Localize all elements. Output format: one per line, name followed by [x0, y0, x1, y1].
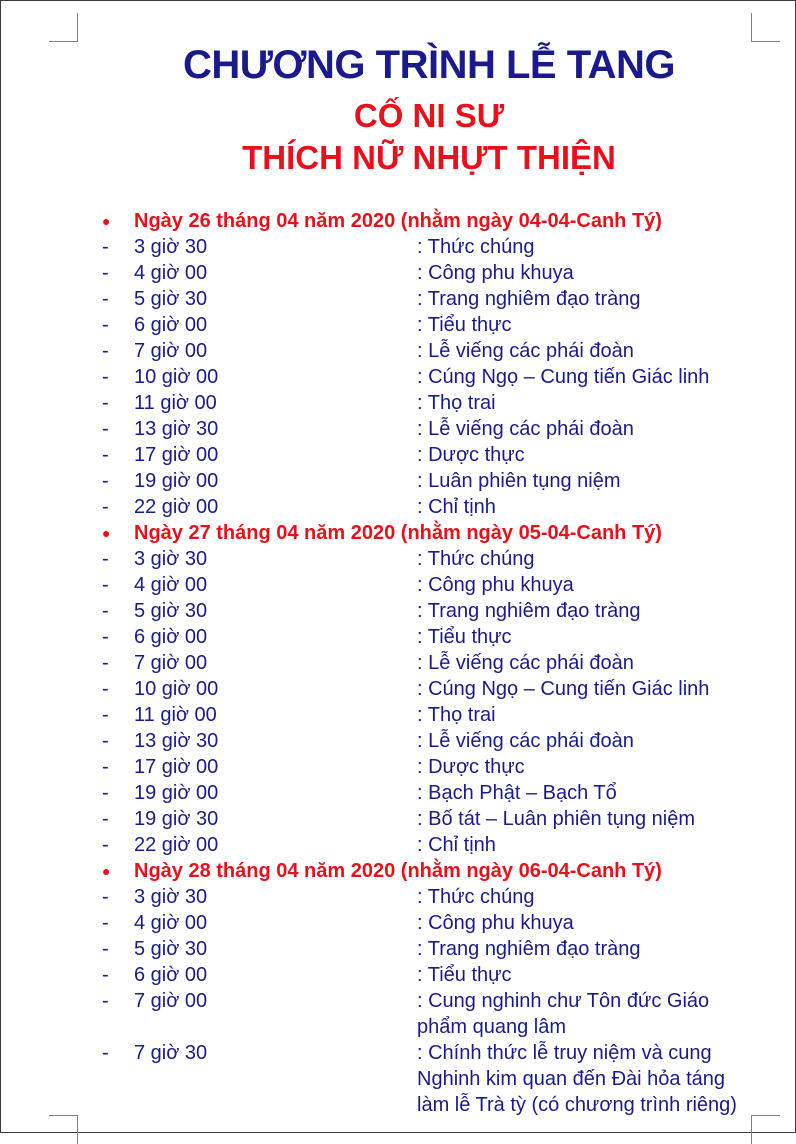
- schedule-time: 10 giờ 00: [134, 366, 219, 388]
- dash-marker: -: [102, 236, 109, 258]
- schedule-description: : Cung nghinh chư Tôn đức Giáo phẩm quang lâm: [417, 990, 710, 1038]
- dash-marker: -: [102, 626, 109, 648]
- dash-marker: -: [102, 444, 109, 466]
- dash-marker: -: [102, 912, 109, 934]
- dash-marker: -: [102, 756, 109, 778]
- schedule-time: 7 giờ 00: [134, 652, 208, 674]
- schedule-item: [1, 234, 796, 260]
- schedule-description: : Tiểu thực: [417, 314, 512, 336]
- dash-marker: -: [102, 886, 109, 908]
- schedule-item: [1, 650, 796, 676]
- dash-marker: -: [102, 678, 109, 700]
- schedule-time: 7 giờ 30: [134, 1042, 208, 1064]
- schedule-item: [1, 936, 796, 962]
- schedule-time: 7 giờ 00: [134, 340, 208, 362]
- schedule-time: 19 giờ 00: [134, 470, 219, 492]
- schedule-item: [1, 598, 796, 624]
- schedule-description: : Lễ viếng các phái đoàn: [417, 418, 634, 440]
- schedule-item: [1, 1040, 796, 1118]
- schedule-description: : Tiểu thực: [417, 626, 512, 648]
- subtitle-name: THÍCH NỮ NHỰT THIỆN: [242, 139, 616, 176]
- schedule-time: 13 giờ 30: [134, 418, 219, 440]
- schedule-description: : Dược thực: [417, 756, 525, 778]
- schedule-description: : Chỉ tịnh: [417, 496, 496, 518]
- schedule-item: [1, 832, 796, 858]
- dash-marker: -: [102, 834, 109, 856]
- schedule-item: [1, 780, 796, 806]
- schedule-item: [1, 910, 796, 936]
- schedule-time: 7 giờ 00: [134, 990, 208, 1012]
- dash-marker: -: [102, 340, 109, 362]
- schedule-time: 17 giờ 00: [134, 756, 219, 778]
- schedule-description: : Trang nghiêm đạo tràng: [417, 288, 641, 310]
- schedule-description: : Luân phiên tụng niệm: [417, 470, 621, 492]
- schedule-description: : Công phu khuya: [417, 574, 574, 596]
- dash-marker: -: [102, 574, 109, 596]
- dash-marker: -: [102, 262, 109, 284]
- day-heading-row: [1, 520, 796, 546]
- schedule-description: : Lễ viếng các phái đoàn: [417, 730, 634, 752]
- schedule-item: [1, 728, 796, 754]
- schedule-item: [1, 364, 796, 390]
- dash-marker: -: [102, 366, 109, 388]
- schedule-description: : Thọ trai: [417, 392, 496, 414]
- dash-marker: -: [102, 1042, 109, 1064]
- schedule-item: [1, 416, 796, 442]
- schedule-time: 22 giờ 00: [134, 496, 219, 518]
- schedule-time: 19 giờ 00: [134, 782, 219, 804]
- schedule-description: : Dược thực: [417, 444, 525, 466]
- day-heading: Ngày 26 tháng 04 năm 2020 (nhằm ngày 04-04-Canh Tý): [134, 210, 662, 232]
- schedule-time: 11 giờ 00: [134, 704, 217, 726]
- dash-marker: -: [102, 314, 109, 336]
- dash-marker: -: [102, 964, 109, 986]
- schedule-item: [1, 702, 796, 728]
- document-title: CHƯƠNG TRÌNH LỄ TANG: [182, 43, 676, 87]
- schedule-item: [1, 494, 796, 520]
- schedule-time: 4 giờ 00: [134, 262, 208, 284]
- schedule-item: [1, 676, 796, 702]
- dash-marker: -: [102, 730, 109, 752]
- schedule-item: [1, 442, 796, 468]
- subtitle-honorific: CỐ NI SƯ: [353, 97, 505, 134]
- schedule-description: : Bố tát – Luân phiên tụng niệm: [417, 808, 695, 830]
- dash-marker: -: [102, 288, 109, 310]
- schedule-time: 6 giờ 00: [134, 626, 208, 648]
- schedule-list: [1, 208, 796, 1118]
- dash-marker: -: [102, 782, 109, 804]
- schedule-item: [1, 884, 796, 910]
- dash-marker: -: [102, 548, 109, 570]
- day-heading-row: [1, 858, 796, 884]
- bullet-icon: ●: [102, 863, 111, 879]
- schedule-item: [1, 312, 796, 338]
- dash-marker: -: [102, 600, 109, 622]
- crop-mark-top-left: [49, 13, 78, 42]
- dash-marker: -: [102, 392, 109, 414]
- dash-marker: -: [102, 652, 109, 674]
- schedule-description: : Lễ viếng các phái đoàn: [417, 340, 634, 362]
- schedule-item: [1, 624, 796, 650]
- bullet-icon: ●: [102, 525, 111, 541]
- dash-marker: -: [102, 704, 109, 726]
- schedule-description: : Cúng Ngọ – Cung tiến Giác linh: [417, 678, 710, 700]
- schedule-item: [1, 572, 796, 598]
- schedule-item: [1, 390, 796, 416]
- schedule-description: : Tiểu thực: [417, 964, 512, 986]
- day-heading: Ngày 28 tháng 04 năm 2020 (nhằm ngày 06-04-Canh Tý): [134, 860, 662, 882]
- schedule-time: 22 giờ 00: [134, 834, 219, 856]
- schedule-description: : Cúng Ngọ – Cung tiến Giác linh: [417, 366, 710, 388]
- schedule-description: : Bạch Phật – Bạch Tổ: [417, 782, 617, 804]
- schedule-time: 3 giờ 30: [134, 886, 208, 908]
- schedule-time: 3 giờ 30: [134, 236, 208, 258]
- schedule-item: [1, 988, 796, 1040]
- schedule-description: : Trang nghiêm đạo tràng: [417, 938, 641, 960]
- crop-mark-top-right: [751, 13, 780, 42]
- schedule-item: [1, 962, 796, 988]
- schedule-item: [1, 806, 796, 832]
- schedule-time: 10 giờ 00: [134, 678, 219, 700]
- schedule-item: [1, 260, 796, 286]
- dash-marker: -: [102, 990, 109, 1012]
- crop-mark-bottom-left: [49, 1115, 78, 1144]
- schedule-time: 19 giờ 30: [134, 808, 219, 830]
- crop-mark-bottom-right: [751, 1115, 780, 1144]
- schedule-item: [1, 468, 796, 494]
- schedule-time: 17 giờ 00: [134, 444, 219, 466]
- schedule-description: : Thức chúng: [417, 886, 535, 908]
- schedule-description: : Thức chúng: [417, 548, 535, 570]
- schedule-description: : Thức chúng: [417, 236, 535, 258]
- dash-marker: -: [102, 470, 109, 492]
- schedule-description: : Thọ trai: [417, 704, 496, 726]
- day-heading-row: [1, 208, 796, 234]
- schedule-item: [1, 286, 796, 312]
- bullet-icon: ●: [102, 213, 111, 229]
- schedule-time: 13 giờ 30: [134, 730, 219, 752]
- schedule-description: : Công phu khuya: [417, 262, 574, 284]
- schedule-item: [1, 754, 796, 780]
- dash-marker: -: [102, 418, 109, 440]
- schedule-time: 6 giờ 00: [134, 964, 208, 986]
- schedule-description: : Chính thức lễ truy niệm và cung Nghinh kim quan đến Đài hỏa táng làm lễ Trà tỳ (có chương trình riêng): [417, 1042, 737, 1116]
- schedule-item: [1, 338, 796, 364]
- day-heading: Ngày 27 tháng 04 năm 2020 (nhằm ngày 05-04-Canh Tý): [134, 522, 662, 544]
- schedule-time: 6 giờ 00: [134, 314, 208, 336]
- dash-marker: -: [102, 808, 109, 830]
- schedule-time: 4 giờ 00: [134, 574, 208, 596]
- schedule-time: 5 giờ 30: [134, 938, 208, 960]
- schedule-description: : Công phu khuya: [417, 912, 574, 934]
- dash-marker: -: [102, 938, 109, 960]
- schedule-description: : Lễ viếng các phái đoàn: [417, 652, 634, 674]
- schedule-item: [1, 546, 796, 572]
- schedule-time: 5 giờ 30: [134, 288, 208, 310]
- schedule-time: 4 giờ 00: [134, 912, 208, 934]
- schedule-description: : Chỉ tịnh: [417, 834, 496, 856]
- schedule-time: 3 giờ 30: [134, 548, 208, 570]
- schedule-description: : Trang nghiêm đạo tràng: [417, 600, 641, 622]
- dash-marker: -: [102, 496, 109, 518]
- schedule-time: 11 giờ 00: [134, 392, 217, 414]
- schedule-time: 5 giờ 30: [134, 600, 208, 622]
